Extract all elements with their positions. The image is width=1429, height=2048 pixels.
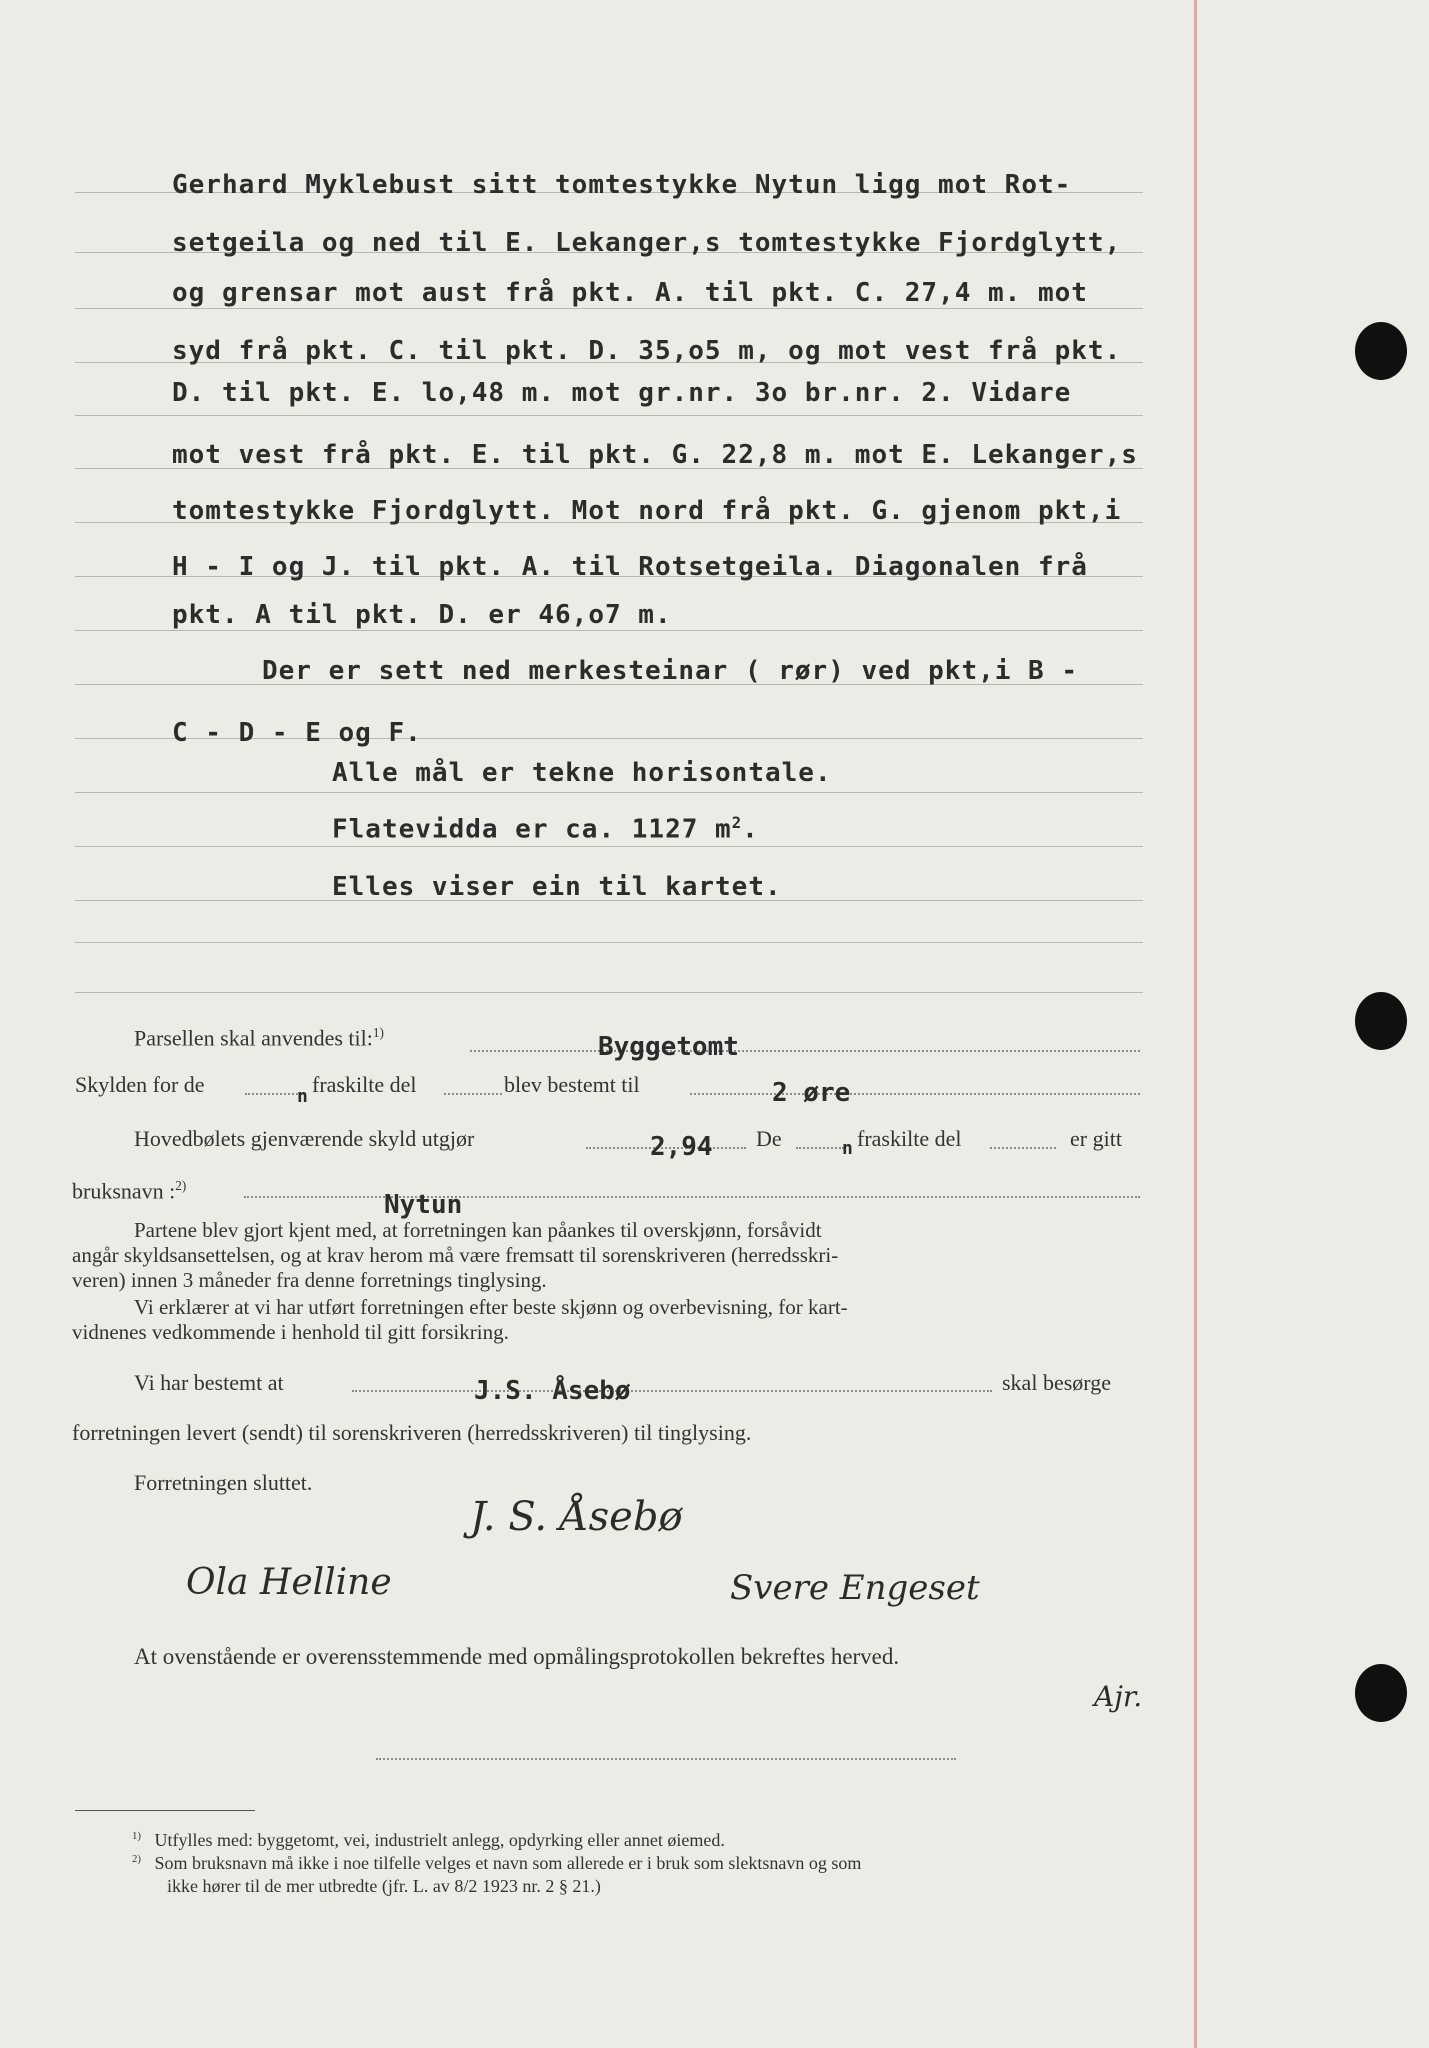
skyld-label-a: Skylden for de [75, 1072, 205, 1097]
para1-line-1: Partene blev gjort kjent med, at forretningen kan påankes til overskjønn, forsåvidt [134, 1218, 822, 1242]
footnote-2: $^{2)}$ Som bruksnavn må ikke i noe tilfelle velges et navn som allerede er i bruk som slektsnavn og som [132, 1853, 862, 1873]
bestemt-label: Vi har bestemt at [134, 1370, 284, 1395]
hoved-value: 2,94 [650, 1132, 713, 1162]
hoved-label-fraskilte: fraskilte del [857, 1126, 962, 1151]
attest-dotted-line [376, 1758, 956, 1760]
sluttet-line: Forretningen sluttet. [134, 1470, 313, 1495]
bruksnavn-label: bruksnavn :$^{2)}$ [72, 1178, 187, 1204]
signature-engeset: Svere Engeset [730, 1568, 980, 1608]
skyld-label-b: fraskilte del [312, 1072, 417, 1097]
bruksnavn-value: Nytun [384, 1190, 463, 1220]
body-line-6: mot vest frå pkt. E. til pkt. G. 22,8 m. mot E. Lekanger,s [172, 440, 1138, 470]
footnote-2-cont: ikke hører til de mer utbredte (jfr. L. av 8/2 1923 nr. 2 § 21.) [167, 1876, 601, 1896]
body-line-10: Der er sett ned merkesteinar ( rør) ved pkt,i B - [262, 656, 1079, 686]
punch-hole-middle [1355, 992, 1407, 1050]
ruled-line [75, 792, 1143, 793]
body-line-4: syd frå pkt. C. til pkt. D. 35,o5 m, og mot vest frå pkt. [172, 336, 1122, 366]
use-label: Parsellen skal anvendes til:$^{1)}$ [134, 1025, 384, 1051]
footnote-rule [75, 1810, 255, 1811]
bestemt-end: skal besørge [1002, 1370, 1111, 1395]
footnote-1: $^{1)}$ Utfylles med: byggetomt, vei, industrielt anlegg, opdyrking eller annet øiemed. [132, 1830, 725, 1850]
skyld-dots-2 [444, 1093, 502, 1095]
levert-line: forretningen levert (sendt) til sorenskriveren (herredsskriveren) til tinglysing. [72, 1420, 752, 1445]
body-line-7: tomtestykke Fjordglytt. Mot nord frå pkt. G. gjenom pkt,i [172, 496, 1122, 526]
initials: Ajr. [1094, 1680, 1143, 1713]
para2-line-2: vidnenes vedkommende i henhold til gitt forsikring. [72, 1320, 509, 1344]
hoved-label: Hovedbølets gjenværende skyld utgjør [134, 1126, 475, 1151]
hoved-label-end: er gitt [1070, 1126, 1122, 1151]
para1-line-3: veren) innen 3 måneder fra denne forretnings tinglysing. [72, 1268, 547, 1292]
signature-helline: Ola Helline [186, 1562, 392, 1603]
ruled-line [75, 846, 1143, 847]
body-line-8: H - I og J. til pkt. A. til Rotsetgeila. Diagonalen frå [172, 552, 1088, 582]
para1-line-2: angår skyldsansettelsen, og at krav herom må være fremsatt til sorenskriveren (herredsskri- [72, 1243, 839, 1267]
body-line-3: og grensar mot aust frå pkt. A. til pkt. C. 27,4 m. mot [172, 278, 1088, 308]
body-line-13: Flatevidda er ca. 1127 $m^2$. [332, 814, 759, 845]
use-value: Byggetomt [598, 1032, 739, 1062]
ruled-line [75, 992, 1143, 993]
para2-line-1: Vi erklærer at vi har utført forretningen efter beste skjønn og overbevisning, for kart- [134, 1295, 848, 1319]
hoved-fill-n: n [842, 1138, 853, 1159]
area-text: Flatevidda er ca. 1127 m [332, 814, 732, 845]
body-line-5: D. til pkt. E. lo,48 m. mot gr.nr. 3o br.nr. 2. Vidare [172, 378, 1072, 408]
body-line-14: Elles viser ein til kartet. [332, 872, 782, 902]
use-dotted-line [470, 1050, 1140, 1052]
skyld-value: 2 øre [772, 1078, 851, 1108]
red-margin-line [1194, 0, 1197, 2048]
ruled-line [75, 308, 1143, 309]
bestemt-dotted-line [352, 1390, 992, 1392]
skyld-fill-n: n [297, 1086, 308, 1107]
skyld-label-c: blev bestemt til [504, 1072, 640, 1097]
hoved-label-de: De [756, 1126, 782, 1151]
bestemt-value: J.S. Åsebø [474, 1376, 631, 1406]
skyld-dots-3 [690, 1093, 1140, 1095]
ruled-line [75, 415, 1143, 416]
body-line-12: Alle mål er tekne horisontale. [332, 758, 832, 788]
punch-hole-top [1355, 322, 1407, 380]
area-superscript: 2 [731, 814, 743, 832]
punch-hole-bottom [1355, 1664, 1407, 1722]
body-line-9: pkt. A til pkt. D. er 46,o7 m. [172, 600, 672, 630]
signature-asebo: J. S. Åsebø [470, 1494, 683, 1540]
bruksnavn-dotted-line [244, 1196, 1140, 1198]
body-line-2: setgeila og ned til E. Lekanger,s tomtestykke Fjordglytt, [172, 228, 1122, 258]
ruled-line [75, 942, 1143, 943]
ruled-line [75, 630, 1143, 631]
hoved-dots-2 [796, 1147, 844, 1149]
hoved-dots-3 [990, 1147, 1056, 1149]
body-line-1: Gerhard Myklebust sitt tomtestykke Nytun ligg mot Rot- [172, 170, 1072, 200]
body-line-11: C - D - E og F. [172, 718, 422, 748]
attest-line: At ovenstående er overensstemmende med opmålingsprotokollen bekreftes herved. [134, 1644, 900, 1669]
skyld-dots-1 [245, 1093, 305, 1095]
